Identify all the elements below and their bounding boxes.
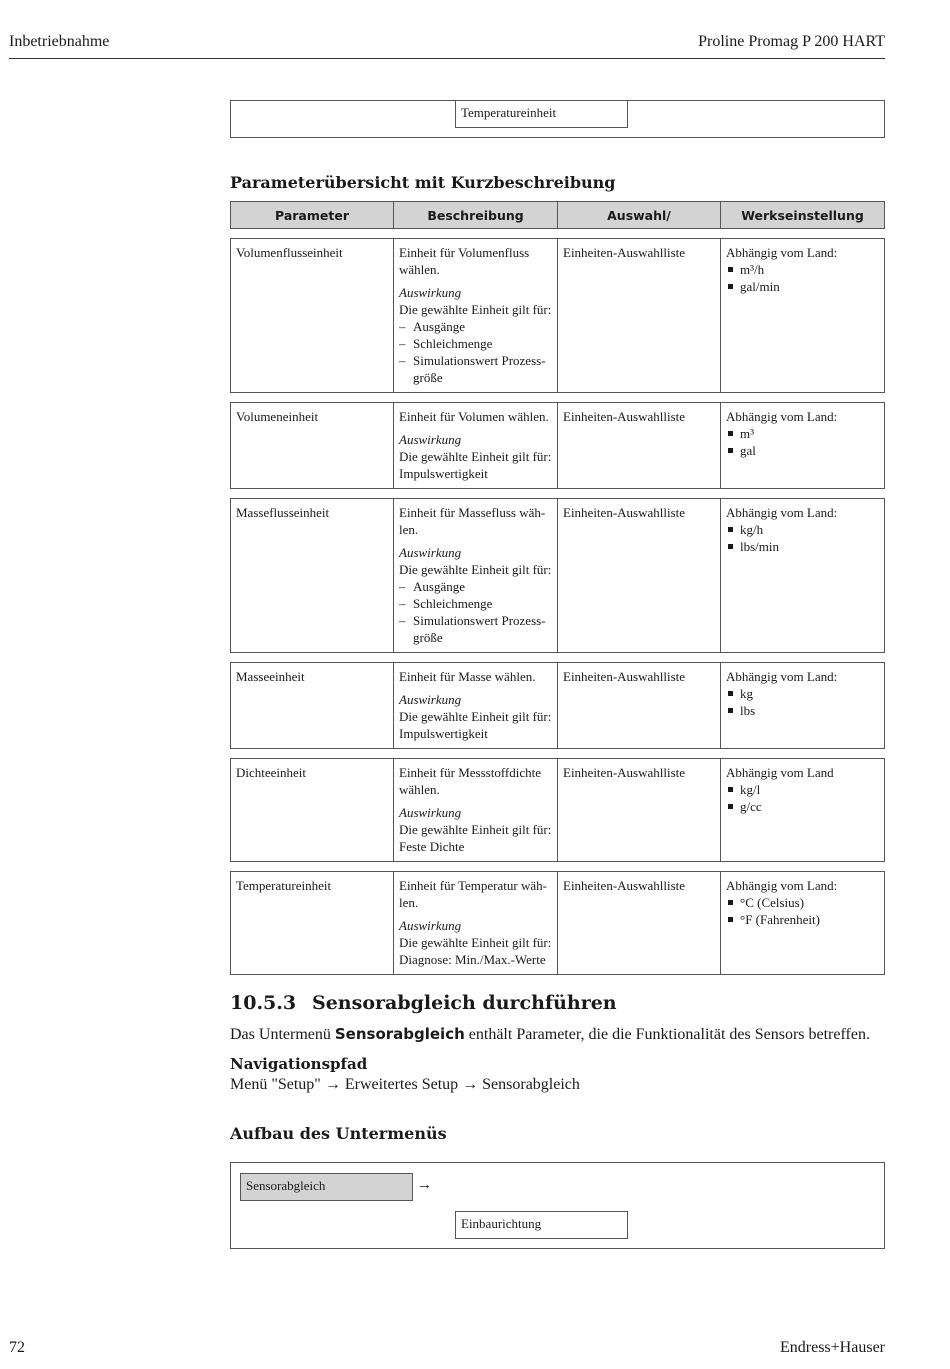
effect-text: Die gewählte Einheit gilt für: Impulswertigkeit [399,709,552,741]
cell-selection: Einheiten-Auswahlliste [558,758,721,862]
list-item: m³ [726,425,879,442]
list-item: gal/min [726,278,879,295]
table-row [230,662,885,749]
page-header-right: Proline Promag P 200 HART [698,33,885,50]
cell-parameter: Volumeneinheit [230,402,394,489]
list-item: lbs/min [726,538,879,555]
description-text: Einheit für Volumen wählen. [399,409,549,424]
table-row [230,402,885,489]
list-item: kg/l [726,781,879,798]
list-item: – Simulationswert Prozessgröße [399,612,552,646]
effect-text: Die gewählte Einheit gilt für: Diagnose: Min./Max.-Werte [399,935,552,967]
list-item: – Simulationswert Prozessgröße [399,352,552,386]
effect-text: Die gewählte Einheit gilt für: Impulswertigkeit [399,449,552,481]
para-text-2: enthält Parameter, die die Funktionalität des Sensors betreffen. [464,1026,870,1043]
table-row [230,238,885,393]
menu-item-temperatureinheit[interactable]: Temperatureinheit [455,101,628,128]
default-list [726,425,879,459]
default-intro: Abhängig vom Land [726,765,834,780]
list-item: – Ausgänge [399,318,552,335]
structure-title: Aufbau des Untermenüs [230,1124,447,1143]
cell-description [394,871,558,975]
table-row [230,498,885,653]
cell-default [721,238,885,393]
cell-parameter: Dichteeinheit [230,758,394,862]
cell-parameter: Masseeinheit [230,662,394,749]
cell-description [394,238,558,393]
default-list [726,261,879,295]
para-text-1: Das Untermenü [230,1026,335,1043]
cell-default [721,662,885,749]
footer-brand: Endress+Hauser [780,1339,885,1356]
table-row [230,758,885,862]
default-intro: Abhängig vom Land: [726,878,838,893]
effect-list [399,578,552,646]
description-text: Einheit für Temperatur wählen. [399,878,547,910]
parameter-table [230,192,885,984]
top-submenu-box [230,100,885,138]
list-item: gal [726,442,879,459]
list-item: lbs [726,702,879,719]
cell-description [394,402,558,489]
bottom-submenu-box [230,1162,885,1249]
list-item: °C (Celsius) [726,894,879,911]
menu-item-einbaurichtung[interactable]: Einbaurichtung [455,1211,628,1239]
submenu-arrow: → [417,1177,432,1193]
cell-description [394,758,558,862]
default-intro: Abhängig vom Land: [726,669,838,684]
cell-description [394,662,558,749]
list-item: kg [726,685,879,702]
cell-selection: Einheiten-Auswahlliste [558,238,721,393]
default-intro: Abhängig vom Land: [726,505,838,520]
cell-default [721,498,885,653]
description-text: Einheit für Masse wählen. [399,669,536,684]
section-title-text: Sensorabgleich durchführen [312,992,617,1014]
page-number: 72 [9,1339,25,1356]
effect-label: Auswirkung [399,918,462,933]
section-number: 10.5.3 [230,992,297,1014]
effect-text: Die gewählte Einheit gilt für: [399,562,552,577]
list-item: – Schleichmenge [399,595,552,612]
cell-default [721,402,885,489]
default-list [726,685,879,719]
nav-label: Navigationspfad [230,1055,368,1073]
default-list [726,894,879,928]
col-header-beschreibung: Beschreibung [394,201,558,229]
table-header-row [230,201,885,229]
list-item: g/cc [726,798,879,815]
list-item: – Schleichmenge [399,335,552,352]
overview-title: Parameterübersicht mit Kurzbeschreibung [230,173,616,192]
menu-item-sensorabgleich[interactable]: Sensorabgleich [240,1173,413,1201]
header-rule [9,58,885,59]
page-header-left: Inbetriebnahme [9,33,110,50]
table-row [230,871,885,975]
default-list [726,521,879,555]
section-paragraph [230,1025,870,1044]
effect-list [399,318,552,386]
cell-parameter: Masseflusseinheit [230,498,394,653]
list-item: m³/h [726,261,879,278]
nav-path: Menü "Setup" → Erweitertes Setup → Sensorabgleich [230,1076,580,1093]
effect-label: Auswirkung [399,285,462,300]
effect-label: Auswirkung [399,432,462,447]
effect-label: Auswirkung [399,692,462,707]
effect-text: Die gewählte Einheit gilt für: [399,302,552,317]
effect-text: Die gewählte Einheit gilt für: Feste Dichte [399,822,552,854]
cell-description [394,498,558,653]
description-text: Einheit für Massefluss wählen. [399,505,546,537]
cell-selection: Einheiten-Auswahlliste [558,871,721,975]
default-list [726,781,879,815]
cell-parameter: Temperatureinheit [230,871,394,975]
col-header-werkseinstellung: Werkseinstellung [721,201,885,229]
col-header-auswahl: Auswahl/ [558,201,721,229]
para-bold-term: Sensorabgleich [334,1025,465,1043]
cell-selection: Einheiten-Auswahlliste [558,498,721,653]
description-text: Einheit für Volumenfluss wählen. [399,245,530,277]
effect-label: Auswirkung [399,805,462,820]
list-item: kg/h [726,521,879,538]
section-title [230,992,617,1014]
description-text: Einheit für Messstoffdichte wählen. [399,765,542,797]
list-item: – Ausgänge [399,578,552,595]
cell-default [721,758,885,862]
cell-selection: Einheiten-Auswahlliste [558,402,721,489]
cell-selection: Einheiten-Auswahlliste [558,662,721,749]
list-item: °F (Fahrenheit) [726,911,879,928]
cell-default [721,871,885,975]
default-intro: Abhängig vom Land: [726,245,838,260]
cell-parameter: Volumenflusseinheit [230,238,394,393]
col-header-parameter: Parameter [230,201,394,229]
default-intro: Abhängig vom Land: [726,409,838,424]
effect-label: Auswirkung [399,545,462,560]
